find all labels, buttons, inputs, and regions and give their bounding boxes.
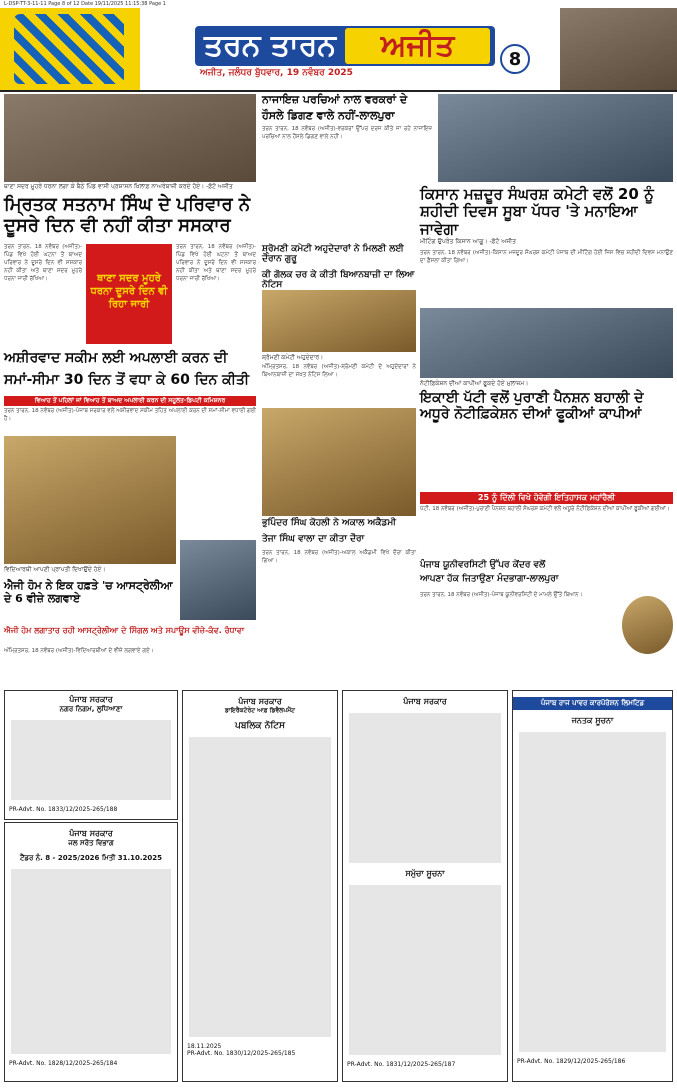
story-strap: ਵਿਆਹ ਤੋਂ ਪਹਿਲਾਂ ਜਾਂ ਵਿਆਹ ਤੋਂ ਬਾਅਦ ਅਪਲਾਈ ਕਰਨ ਦੀ ਸਹੂਲਤ-ਡਿਪਟੀ ਕਮਿਸ਼ਨਰ: [4, 396, 256, 406]
story-photo: [438, 94, 673, 182]
story-headline-line2: ਹੌਸਲੇ ਡਿਗਣ ਵਾਲੇ ਨਹੀਂ-ਲਾਲਪੁਰਾ: [262, 109, 395, 122]
ad-box: [4, 822, 178, 1082]
ad-box: [512, 690, 673, 1082]
story-photo: [262, 408, 416, 516]
masthead-rule: [0, 90, 677, 92]
ad-date: 18.11.2025: [187, 1043, 222, 1050]
story-photo: [420, 308, 673, 378]
story-headline: ਭੁਪਿੰਦਰ ਸਿੰਘ ਕੋਹਲੀ ਨੇ ਅਕਾਲ ਅਕੈਡਮੀ: [262, 518, 396, 528]
ad-title: ਪੰਜਾਬ ਸਰਕਾਰ: [238, 697, 282, 706]
story-photo: [4, 436, 176, 564]
ad-title: ਪੰਜਾਬ ਰਾਜ ਪਾਵਰ ਕਾਰਪੋਰੇਸ਼ਨ ਲਿਮਟਿਡ: [513, 697, 672, 710]
story-photo: [4, 94, 256, 182]
story-body: ਤਰਨ ਤਾਰਨ, 18 ਨਵੰਬਰ (ਅਜੀਤ)-ਪੰਜਾਬ ਯੂਨੀਵਰਸਿਟੀ ਦੇ ਮਾਮਲੇ ਉੱਤੇ ਬਿਆਨ।: [420, 592, 583, 598]
page-number: 8: [500, 44, 530, 74]
portrait-photo: [180, 540, 256, 620]
story-subhead: ਐਜੀ ਹੋਮ ਲਗਾਤਾਰ ਰਹੀ ਆਸਟ੍ਰੇਲੀਆ ਦੇ ਸਿੰਗਲ ਅਤੇ ਸਪਾਊਸ ਵੀਜ਼ੇ-ਕੰਵ. ਰੰਧਾਵਾ: [4, 626, 245, 635]
ad-box: [4, 690, 178, 820]
ad-body: [11, 869, 171, 1054]
story-headline-line2: ਕੀ ਗੋਲਕ ਚਰ ਕੇ ਕੀਤੀ ਬਿਆਨਬਾਜ਼ੀ ਦਾ ਲਿਆ ਨੋਟਿਸ: [262, 270, 415, 291]
ad-body: [11, 720, 171, 800]
edition-name: ਤਰਨ ਤਾਰਨ: [203, 28, 337, 63]
story-body: ਤਰਨ ਤਾਰਨ, 18 ਨਵੰਬਰ (ਅਜੀਤ)-ਕਿਸਾਨ ਮਜ਼ਦੂਰ ਸੰਘਰਸ਼ ਕਮੇਟੀ ਪੰਜਾਬ ਦੀ ਮੀਟਿੰਗ ਹੋਈ ਜਿਸ ਵਿਚ ਸ਼ਹੀਦੀ ਦਿਵਸ ਮਨਾਉਣ ਦਾ ਫ਼ੈਸਲਾ ਕੀਤਾ ਗਿਆ।: [420, 250, 673, 264]
ad-title: ਪੰਜਾਬ ਸਰਕਾਰ: [69, 695, 113, 704]
ad-table: [349, 713, 501, 863]
story-body: ਤਰਨ ਤਾਰਨ, 18 ਨਵੰਬਰ (ਅਜੀਤ)-ਪਿੰਡ ਵਿਖੇ ਹੋਈ ਘਟਨਾ ਤੋਂ ਬਾਅਦ ਪਰਿਵਾਰ ਨੇ ਦੂਸਰੇ ਦਿਨ ਵੀ ਸਸਕਾਰ ਨਹੀਂ ਕੀਤਾ ਅਤੇ ਥਾਣਾ ਸਦਰ ਮੂਹਰੇ ਧਰਨਾ ਜਾਰੀ ਰੱਖਿਆ।: [4, 244, 82, 282]
story-body: ਤਰਨ ਤਾਰਨ, 18 ਨਵੰਬਰ (ਅਜੀਤ)-ਅਕਾਲ ਅਕੈਡਮੀ ਵਿਖੇ ਦੌਰਾ ਕੀਤਾ ਗਿਆ।: [262, 550, 416, 564]
story-highlight: ਥਾਣਾ ਸਦਰ ਮੂਹਰੇ ਧਰਨਾ ਦੂਸਰੇ ਦਿਨ ਵੀ ਰਿਹਾ ਜਾਰੀ: [86, 244, 172, 344]
newspaper-name: ਅਜੀਤ: [345, 28, 490, 64]
print-info-strip: L-DSP-TT-3-11-11 Page 8 of 12 Date 19/11/2025 11:15:38 Page 1: [4, 1, 166, 7]
story-body: ਅੰਮ੍ਰਿਤਸਰ, 18 ਨਵੰਬਰ (ਅਜੀਤ)-ਵਿਦਿਆਰਥੀਆਂ ਦੇ ਵੀਜ਼ੇ ਲਗਵਾਏ ਗਏ।: [4, 648, 154, 654]
story-headline: ਐਜੀ ਹੋਮ ਨੇ ਇਕ ਹਫ਼ਤੇ 'ਚ ਆਸਟ੍ਰੇਲੀਆ ਦੇ 6 ਵੀਜ਼ੇ ਲਗਵਾਏ: [4, 579, 173, 605]
ad-subtitle: ਡਾਇਰੈਕਟੋਰੇਟ ਆਫ਼ ਡਿਵੈਲਪਮੈਂਟ: [224, 707, 295, 714]
ad-subtitle: ਨਗਰ ਨਿਗਮ, ਲੁਧਿਆਣਾ: [59, 705, 123, 713]
photo-caption: ਨੋਟੀਫ਼ਿਕੇਸ਼ਨ ਦੀਆਂ ਕਾਪੀਆਂ ਫੂਕਦੇ ਹੋਏ ਮੁਲਾਜ਼ਮ।: [420, 380, 529, 387]
date-line: ਅਜੀਤ, ਜਲੰਧਰ ਬੁੱਧਵਾਰ, 19 ਨਵੰਬਰ 2025: [200, 68, 353, 78]
ad-box: [342, 690, 508, 1082]
ad-notice: ਪਬਲਿਕ ਨੋਟਿਸ: [235, 721, 285, 731]
ad-notice: ਟੈਂਡਰ ਨੰ. 8 - 2025/2026 ਮਿਤੀ 31.10.2025: [19, 854, 163, 862]
ad-notice: ਜਨਤਕ ਸੂਚਨਾ: [571, 716, 614, 725]
story-headline-line2: ਤੇਜਾ ਸਿੰਘ ਵਾਲਾ ਦਾ ਕੀਤਾ ਦੌਰਾ: [262, 534, 365, 544]
masthead-photo: [560, 8, 677, 90]
ad-subtitle: ਜਲ ਸਰੋਤ ਵਿਭਾਗ: [68, 839, 114, 847]
story-headline: ਇਕਾਈ ਪੱਟੀ ਵਲੋਂ ਪੁਰਾਣੀ ਪੈਨਸ਼ਨ ਬਹਾਲੀ ਦੇ ਅਧੂਰੇ ਨੋਟੀਫ਼ਿਕੇਸ਼ਨ ਦੀਆਂ ਫੂਕੀਆਂ ਕਾਪੀਆਂ: [420, 390, 644, 423]
story-headline-line2: ਆਪਣਾ ਹੱਕ ਜਿਤਾਉਣਾ ਮੰਦਭਾਗਾ-ਲਾਲਪੁਰਾ: [420, 574, 559, 584]
story-body: ਤਰਨ ਤਾਰਨ, 18 ਨਵੰਬਰ (ਅਜੀਤ)-ਪੰਜਾਬ ਸਰਕਾਰ ਵਲੋਂ ਅਸ਼ੀਰਵਾਦ ਸਕੀਮ ਤਹਿਤ ਅਪਲਾਈ ਕਰਨ ਦੀ ਸਮਾਂ-ਸੀਮਾ ਵਧਾਈ ਗਈ ਹੈ।: [4, 408, 256, 422]
ad-footer: PR-Advt. No. 1830/12/2025-265/185: [187, 1050, 296, 1057]
story-body: ਪੱਟੀ, 18 ਨਵੰਬਰ (ਅਜੀਤ)-ਪੁਰਾਣੀ ਪੈਨਸ਼ਨ ਬਹਾਲੀ ਸੰਘਰਸ਼ ਕਮੇਟੀ ਵਲੋਂ ਅਧੂਰੇ ਨੋਟੀਫ਼ਿਕੇਸ਼ਨ ਦੀਆਂ ਕਾਪੀਆਂ ਫੂਕੀਆਂ ਗਈਆਂ।: [420, 506, 670, 512]
ad-box: [182, 690, 338, 1082]
story-headline: ਕਿਸਾਨ ਮਜ਼ਦੂਰ ਸੰਘਰਸ਼ ਕਮੇਟੀ ਵਲੋਂ 20 ਨੂੰ ਸ਼ਹੀਦੀ ਦਿਵਸ ਸੂਬਾ ਪੱਧਰ 'ਤੇ ਮਨਾਇਆ ਜਾਵੇਗਾ: [420, 185, 654, 238]
ad-body: [519, 732, 666, 1052]
story-headline: ਮ੍ਰਿਤਕ ਸਤਨਾਮ ਸਿੰਘ ਦੇ ਪਰਿਵਾਰ ਨੇ ਦੂਸਰੇ ਦਿਨ ਵੀ ਨਹੀਂ ਕੀਤਾ ਸਸਕਾਰ: [4, 194, 251, 236]
story-headline: ਸ਼੍ਰੋਮਣੀ ਕਮੇਟੀ ਅਹੁਦੇਦਾਰਾਂ ਨੇ ਮਿਲਣੀ ਲਈ ਦੌਰਾਨ ਗੁਰੂ: [262, 244, 404, 265]
ad-title: ਪੰਜਾਬ ਸਰਕਾਰ: [69, 829, 113, 838]
photo-caption: ਮੀਟਿੰਗ ਉਪਰੰਤ ਕਿਸਾਨ ਆਗੂ। -ਫ਼ੋਟੋ ਅਜੀਤ: [420, 238, 516, 245]
story-headline: ਪੰਜਾਬ ਯੂਨੀਵਰਸਿਟੀ ਉੱਪਰ ਕੇਂਦਰ ਵਲੋਂ: [420, 560, 546, 570]
ad-footer: PR-Advt. No. 1831/12/2025-265/187: [347, 1061, 456, 1068]
photo-caption: ਵਿਦਿਆਰਥੀ ਆਪਣੀ ਪ੍ਰਾਪਤੀ ਦਿਖਾਉਂਦੇ ਹੋਏ।: [4, 566, 106, 573]
ad-footer: PR-Advt. No. 1829/12/2025-265/186: [517, 1058, 626, 1065]
ad-footer: PR-Advt. No. 1828/12/2025-265/184: [9, 1060, 118, 1067]
story-redbar: 25 ਨੂੰ ਦਿੱਲੀ ਵਿਖੇ ਹੋਵੇਗੀ ਇਤਿਹਾਸਕ ਮਹਾਂਰੈਲੀ: [420, 492, 673, 504]
ad-title: ਪੰਜਾਬ ਸਰਕਾਰ: [403, 697, 447, 706]
ad-body: [189, 737, 331, 1037]
ad-body: [349, 885, 501, 1055]
portrait-photo: [622, 596, 673, 654]
ad-footer: PR-Advt. No. 1833/12/2025-265/188: [9, 806, 118, 813]
ad-notice: ਸਮੁੱਚਾ ਸੂਚਨਾ: [405, 869, 445, 878]
story-headline: ਨਾਜਾਇਜ਼ ਪਰਚਿਆਂ ਨਾਲ ਵਰਕਰਾਂ ਦੇ: [262, 93, 408, 106]
story-body-cont: ਤਰਨ ਤਾਰਨ, 18 ਨਵੰਬਰ (ਅਜੀਤ)-ਪਿੰਡ ਵਿਖੇ ਹੋਈ ਘਟਨਾ ਤੋਂ ਬਾਅਦ ਪਰਿਵਾਰ ਨੇ ਦੂਸਰੇ ਦਿਨ ਵੀ ਸਸਕਾਰ ਨਹੀਂ ਕੀਤਾ ਅਤੇ ਥਾਣਾ ਸਦਰ ਮੂਹਰੇ ਧਰਨਾ ਜਾਰੀ ਰੱਖਿਆ।: [176, 244, 256, 282]
story-headline: ਅਸ਼ੀਰਵਾਦ ਸਕੀਮ ਲਈ ਅਪਲਾਈ ਕਰਨ ਦੀ: [4, 350, 228, 366]
photo-caption: ਸ਼੍ਰੋਮਣੀ ਕਮੇਟੀ ਅਹੁਦੇਦਾਰ।: [262, 354, 324, 361]
photo-caption: ਥਾਣਾ ਸਦਰ ਮੂਹਰੇ ਧਰਨਾ ਲਗਾ ਕੇ ਬੈਠੇ ਪਿੰਡ ਵਾਸੀ ਪ੍ਰਸ਼ਾਸਨ ਖ਼ਿਲਾਫ਼ ਨਾਅਰੇਬਾਜ਼ੀ ਕਰਦੇ ਹੋਏ। -ਫ਼ੋਟੋ ਅਜੀਤ: [4, 183, 233, 190]
story-headline-line2: ਸਮਾਂ-ਸੀਮਾ 30 ਦਿਨ ਤੋਂ ਵਧਾ ਕੇ 60 ਦਿਨ ਕੀਤੀ: [4, 372, 250, 388]
story-photo: [262, 290, 416, 352]
story-body: ਤਰਨ ਤਾਰਨ, 18 ਨਵੰਬਰ (ਅਜੀਤ)-ਵਰਕਰਾਂ ਉੱਪਰ ਦਰਜ ਕੀਤੇ ਜਾ ਰਹੇ ਨਾਜਾਇਜ਼ ਪਰਚਿਆਂ ਨਾਲ ਹੌਸਲੇ ਡਿਗਣ ਵਾਲੇ ਨਹੀਂ।: [262, 126, 432, 140]
khanda-emblem-icon: [14, 14, 124, 84]
story-body: ਅੰਮ੍ਰਿਤਸਰ, 18 ਨਵੰਬਰ (ਅਜੀਤ)-ਸ਼੍ਰੋਮਣੀ ਕਮੇਟੀ ਦੇ ਅਹੁਦੇਦਾਰਾਂ ਨੇ ਬਿਆਨਬਾਜ਼ੀ ਦਾ ਸਖ਼ਤ ਨੋਟਿਸ ਲਿਆ।: [262, 364, 416, 378]
